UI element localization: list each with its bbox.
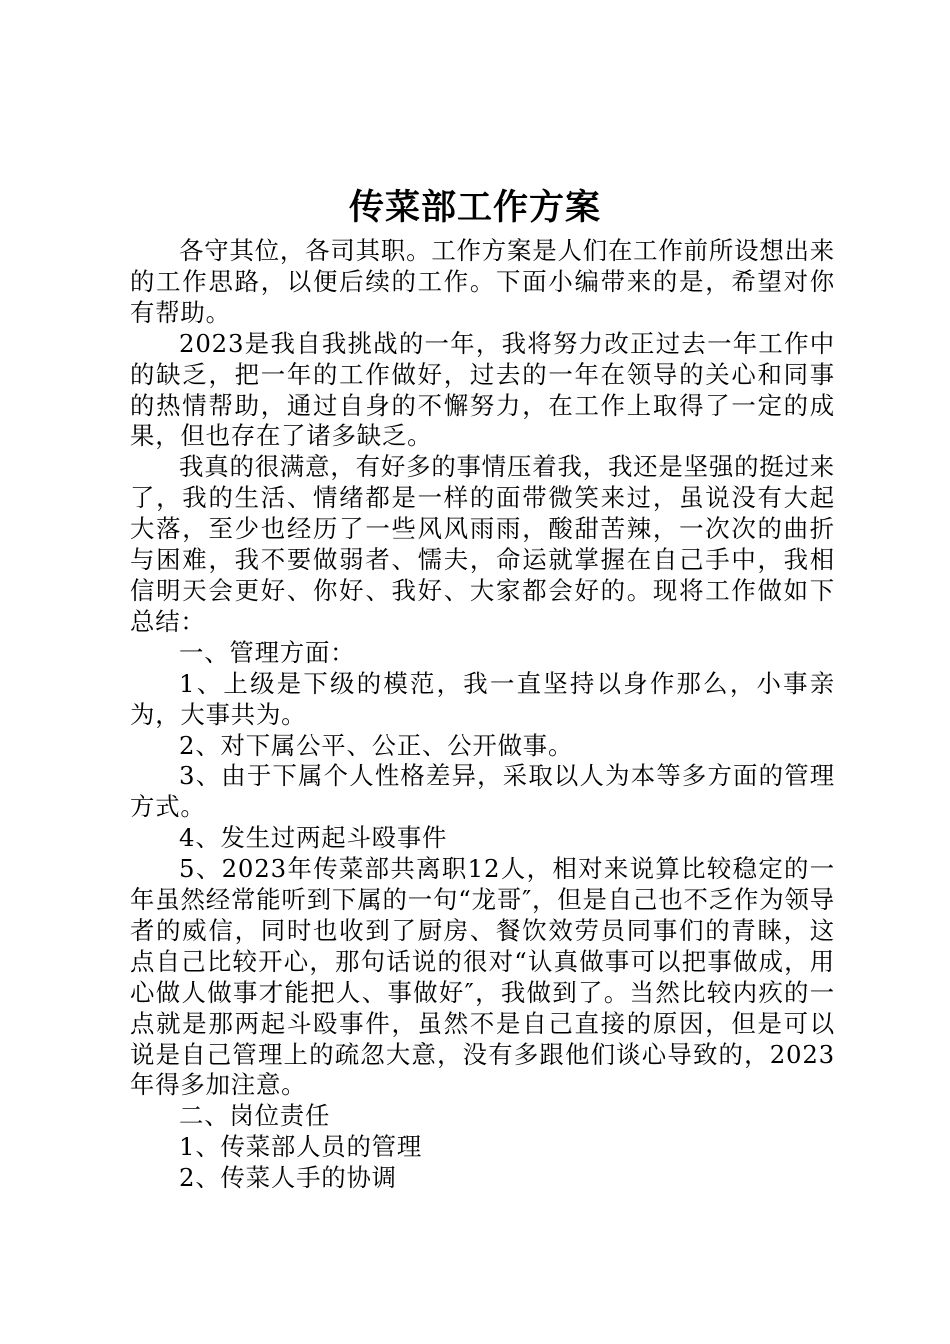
list-item-management-5: 5、2023年传菜部共离职12人，相对来说算比较稳定的一年虽然经常能听到下属的一句“龙哥″，但是自己也不乏作为领导者的威信，同时也收到了厨房、餐饮效劳员同事们的青睐，这点自己比较开心，那句话说的很对“认真做事可以把事做成，用心做人做事才能把人、事做好″，我做到了。当然比较内疚的一点就是那两起斗殴事件，虽然不是自己直接的原因，但是可以说是自己管理上的疏忽大意，没有多跟他们谈心导致的，2023年得多加注意。 [130, 854, 835, 1100]
list-item-management-1: 1、上级是下级的模范，我一直坚持以身作那么，小事亲为，大事共为。 [130, 668, 835, 729]
list-item-management-4: 4、发生过两起斗殴事件 [179, 823, 448, 853]
paragraph-intro: 各守其位，各司其职。工作方案是人们在工作前所设想出来的工作思路，以便后续的工作。下面小编带来的是，希望对你有帮助。 [130, 236, 835, 327]
list-item-responsibility-2: 2、传菜人手的协调 [179, 1163, 397, 1193]
document-body [130, 236, 835, 1194]
list-item-management-3: 3、由于下属个人性格差异，采取以人为本等多方面的管理方式。 [130, 761, 835, 822]
section-heading-management: 一、管理方面： [179, 637, 356, 667]
paragraph-year-review: 2023是我自我挑战的一年，我将努力改正过去一年工作中的缺乏，把一年的工作做好，过去的一年在领导的关心和同事的热情帮助，通过自身的不懈努力，在工作上取得了一定的成果，但也存在了诸多缺乏。 [130, 328, 835, 451]
paragraph-reflection: 我真的很满意，有好多的事情压着我，我还是坚强的挺过来了，我的生活、情绪都是一样的面带微笑来过，虽说没有大起大落，至少也经历了一些风风雨雨，酸甜苦辣，一次次的曲折与困难，我不要做弱者、懦夫，命运就掌握在自己手中，我相信明天会更好、你好、我好、大家都会好的。现将工作做如下总结： [130, 452, 835, 636]
section-heading-responsibility: 二、岗位责任 [179, 1101, 331, 1131]
list-item-responsibility-1: 1、传菜部人员的管理 [179, 1132, 423, 1162]
list-item-management-2: 2、对下属公平、公正、公开做事。 [179, 730, 574, 760]
document-title: 传菜部工作方案 [348, 187, 601, 228]
